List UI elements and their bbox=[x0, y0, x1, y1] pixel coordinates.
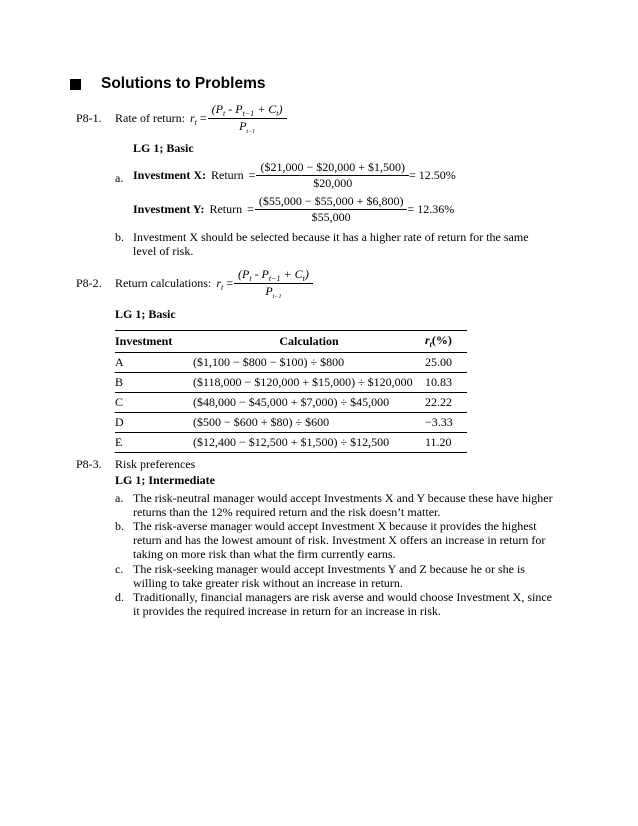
cell-return: 11.20 bbox=[425, 433, 467, 453]
p83-number: P8-3. bbox=[76, 457, 102, 471]
p81-x-equals: = bbox=[248, 168, 256, 182]
p81-formula-lhs: $r_t$ bbox=[189, 110, 197, 127]
cell-calculation: ($500 − $600 + $80) ÷ $600 bbox=[193, 413, 425, 433]
p81-y-num: ($55,000 − $55,000 + $6,800) bbox=[258, 194, 404, 208]
cell-investment: B bbox=[115, 373, 193, 393]
p82-label: Return calculations: bbox=[115, 276, 212, 290]
col-header-calculation: Calculation bbox=[193, 331, 425, 353]
p81-y-result: = 12.36% bbox=[407, 202, 455, 216]
p81-x-fraction bbox=[258, 160, 407, 191]
p81-x-result: = 12.50% bbox=[408, 168, 456, 182]
table-row bbox=[115, 393, 467, 413]
cell-calculation: ($1,100 − $800 − $100) ÷ $800 bbox=[193, 353, 425, 373]
table-header-row bbox=[115, 331, 467, 353]
p83-item-letter: a. bbox=[115, 491, 124, 505]
section-heading-text: Solutions to Problems bbox=[101, 75, 266, 92]
p81-y-den: $55,000 bbox=[255, 209, 408, 225]
p82-formula-den: $P_{t-1}$ bbox=[234, 283, 313, 300]
section-heading bbox=[70, 75, 265, 93]
square-bullet-icon bbox=[70, 79, 81, 90]
p81-formula-line bbox=[115, 102, 285, 135]
p81-label: Rate of return: bbox=[115, 111, 185, 125]
p83-label: Risk preferences bbox=[115, 457, 196, 471]
p83-item-letter: b. bbox=[115, 519, 124, 533]
table-row bbox=[115, 433, 467, 453]
cell-investment: C bbox=[115, 393, 193, 413]
cell-calculation: ($12,400 − $12,500 + $1,500) ÷ $12,500 bbox=[193, 433, 425, 453]
p81-formula-den: $P_{t-1}$ bbox=[208, 118, 287, 135]
cell-calculation: ($118,000 − $120,000 + $15,000) ÷ $120,000 bbox=[193, 373, 425, 393]
p81-formula-fraction bbox=[210, 102, 285, 135]
table-row bbox=[115, 353, 467, 373]
p83-item-text: The risk-averse manager would accept Investment X because it provides the highest return and has the lowest amount of risk. Investment X offers an increase in return for taking on more risk than what the firm currently earns. bbox=[133, 519, 546, 561]
p81-formula-num: $(P_t - P_{t-1} + C_t)$ bbox=[211, 102, 283, 118]
col-header-investment: Investment bbox=[115, 331, 193, 353]
table-row bbox=[115, 373, 467, 393]
p83-item-text: Traditionally, financial managers are risk averse and would choose Investment X, since it provides the required increase in return for an increase in risk. bbox=[133, 590, 552, 618]
p81-b-letter: b. bbox=[115, 230, 124, 244]
p82-formula-line bbox=[115, 267, 311, 300]
cell-return: 22.22 bbox=[425, 393, 467, 413]
p83-lg: LG 1; Intermediate bbox=[115, 473, 215, 487]
cell-investment: A bbox=[115, 353, 193, 373]
p81-equals: = bbox=[199, 111, 207, 125]
p81-y-equation bbox=[133, 194, 454, 225]
cell-return: 10.83 bbox=[425, 373, 467, 393]
returns-table bbox=[115, 330, 467, 453]
p82-number: P8-2. bbox=[76, 276, 102, 290]
p81-b-text: Investment X should be selected because it has a higher rate of return for the same level of risk. bbox=[133, 230, 529, 258]
p83-item-letter: d. bbox=[115, 590, 124, 604]
p81-x-num: ($21,000 − $20,000 + $1,500) bbox=[260, 160, 405, 174]
p83-item-text: The risk-neutral manager would accept Investments X and Y because these have higher returns than the 12% required return and the risk doesn’t matter. bbox=[133, 491, 553, 519]
cell-investment: D bbox=[115, 413, 193, 433]
p81-lg: LG 1; Basic bbox=[133, 141, 194, 155]
p81-x-word: Return bbox=[211, 168, 244, 182]
p81-y-equals: = bbox=[247, 202, 254, 216]
p82-formula-lhs: $r_t$ bbox=[216, 275, 224, 292]
p82-lg: LG 1; Basic bbox=[115, 307, 176, 321]
p81-number: P8-1. bbox=[76, 111, 102, 125]
p81-x-equation bbox=[133, 160, 456, 191]
cell-calculation: ($48,000 − $45,000 + $7,000) ÷ $45,000 bbox=[193, 393, 425, 413]
cell-return: −3.33 bbox=[425, 413, 467, 433]
p81-x-label: Investment X: bbox=[133, 168, 206, 182]
p82-equals: = bbox=[226, 276, 233, 290]
table-body bbox=[115, 353, 467, 453]
table-row bbox=[115, 413, 467, 433]
cell-investment: E bbox=[115, 433, 193, 453]
p81-a-letter: a. bbox=[115, 171, 124, 185]
p82-formula-num: $(P_t - P_{t-1} + C_t)$ bbox=[238, 267, 309, 283]
p81-y-label: Investment Y: bbox=[133, 202, 205, 216]
p83-item-text: The risk-seeking manager would accept Investments Y and Z because he or she is willing to take greater risk without an increase in return. bbox=[133, 562, 525, 590]
p81-x-den: $20,000 bbox=[256, 175, 409, 191]
p81-y-fraction bbox=[257, 194, 406, 225]
p83-item-letter: c. bbox=[115, 562, 124, 576]
p81-y-word: Return bbox=[209, 202, 243, 216]
cell-return: 25.00 bbox=[425, 353, 467, 373]
col-header-return: $r_t(\%)$ bbox=[425, 331, 467, 353]
p82-formula-fraction bbox=[236, 267, 311, 300]
